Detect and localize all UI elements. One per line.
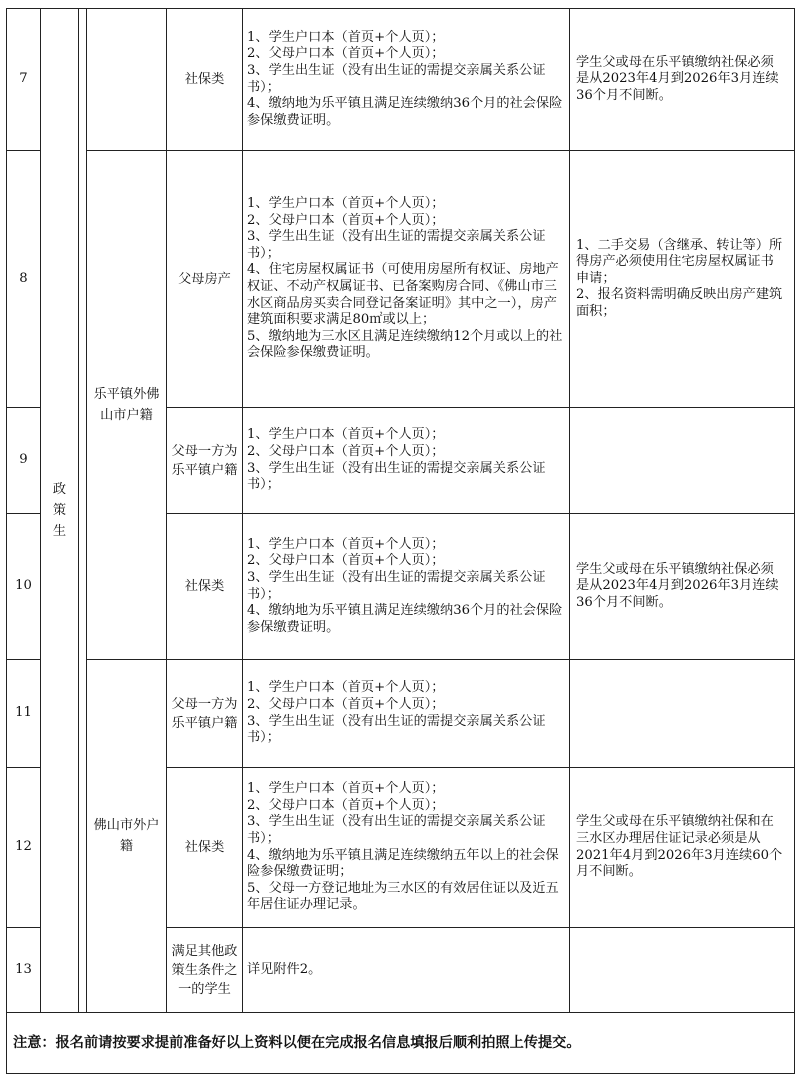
type-cell: 父母一方为乐平镇户籍 xyxy=(167,660,243,768)
material-item: 2、父母户口本（首页+个人页）； xyxy=(247,46,445,62)
material-item: 3、学生出生证（没有出生证的需提交亲属关系公证书）； xyxy=(247,229,546,261)
material-item: 1、学生户口本（首页+个人页）； xyxy=(247,196,445,212)
material-item: 1、学生户口本（首页+个人页）； xyxy=(247,781,445,797)
material-item: 5、缴纳地为三水区且满足连续缴纳12个月或以上的社会保险参保缴费证明。 xyxy=(247,328,563,361)
category-label: 政策生 xyxy=(52,482,67,539)
note-cell xyxy=(570,514,795,660)
note-cell xyxy=(570,151,795,408)
row-number: 7 xyxy=(7,9,41,151)
material-item: 详见附件2。 xyxy=(247,961,322,977)
type-cell: 满足其他政策生条件之一的学生 xyxy=(167,928,243,1013)
note-item: 学生父或母在乐平镇缴纳社保必须是从2023年4月到2026年3月连续36个月不间断。 xyxy=(576,561,779,610)
type-cell: 父母一方为乐平镇户籍 xyxy=(167,408,243,514)
material-item: 1、学生户口本（首页+个人页）； xyxy=(247,536,445,552)
table-row xyxy=(7,9,795,151)
footer-note: 注意：报名前请按要求提前准备好以上资料以便在完成报名信息填报后顺利拍照上传提交。 xyxy=(7,1013,795,1074)
materials-cell xyxy=(243,768,570,928)
materials-cell xyxy=(243,408,570,514)
type-cell: 社保类 xyxy=(167,768,243,928)
materials-cell xyxy=(243,660,570,768)
material-item: 3、学生出生证（没有出生证的需提交亲属关系公证书）； xyxy=(247,814,546,846)
note-cell xyxy=(570,9,795,151)
material-item: 2、父母户口本（首页+个人页）； xyxy=(247,212,445,228)
material-item: 3、学生出生证（没有出生证的需提交亲属关系公证书）； xyxy=(247,713,546,746)
note-item: 2、报名资料需明确反映出房产建筑面积； xyxy=(576,287,783,319)
type-cell: 社保类 xyxy=(167,9,243,151)
footer-row xyxy=(7,1013,795,1074)
material-item: 4、缴纳地为乐平镇且满足连续缴纳36个月的社会保险参保缴费证明。 xyxy=(247,603,563,635)
note-cell xyxy=(570,768,795,928)
category-cell xyxy=(41,9,79,1013)
material-item: 2、父母户口本（首页+个人页）； xyxy=(247,696,445,712)
row-number: 11 xyxy=(7,660,41,768)
type-cell: 社保类 xyxy=(167,514,243,660)
divider-column xyxy=(79,9,87,1013)
material-item: 4、缴纳地为乐平镇且满足连续缴纳五年以上的社会保险参保缴费证明； xyxy=(247,847,559,880)
material-item: 2、父母户口本（首页+个人页）； xyxy=(247,443,445,459)
material-item: 1、学生户口本（首页+个人页）； xyxy=(247,29,445,45)
material-item: 2、父母户口本（首页+个人页）； xyxy=(247,553,445,569)
row-number: 12 xyxy=(7,768,41,928)
row-number: 8 xyxy=(7,151,41,408)
group-cell: 佛山市外户籍 xyxy=(87,660,167,1013)
material-item: 3、学生出生证（没有出生证的需提交亲属关系公证书）； xyxy=(247,569,546,602)
material-item: 3、学生出生证（没有出生证的需提交亲属关系公证书）； xyxy=(247,62,546,95)
material-item: 4、缴纳地为乐平镇且满足连续缴纳36个月的社会保险参保缴费证明。 xyxy=(247,96,563,128)
material-item: 1、学生户口本（首页+个人页）； xyxy=(247,427,445,443)
enrollment-materials-table xyxy=(6,8,795,1074)
material-item: 1、学生户口本（首页+个人页）； xyxy=(247,680,445,696)
row-number: 13 xyxy=(7,928,41,1013)
note-cell-empty xyxy=(570,408,795,514)
note-item: 学生父或母在乐平镇缴纳社保必须是从2023年4月到2026年3月连续36个月不间断。 xyxy=(576,54,779,103)
table-row xyxy=(7,151,795,408)
note-cell-empty xyxy=(570,660,795,768)
material-item: 5、父母一方登记地址为三水区的有效居住证以及近五年居住证办理记录。 xyxy=(247,880,559,913)
group-cell-empty xyxy=(87,9,167,151)
group-cell: 乐平镇外佛山市户籍 xyxy=(87,151,167,660)
row-number: 10 xyxy=(7,514,41,660)
note-cell-empty xyxy=(570,928,795,1013)
materials-cell xyxy=(243,9,570,151)
materials-cell xyxy=(243,928,570,1013)
table-row xyxy=(7,660,795,768)
material-item: 2、父母户口本（首页+个人页）； xyxy=(247,797,445,813)
materials-cell xyxy=(243,514,570,660)
note-item: 学生父或母在乐平镇缴纳社保和在三水区办理居住证记录必须是从2021年4月到2026年3月连续60个月不间断。 xyxy=(576,814,783,880)
material-item: 4、住宅房屋权属证书（可使用房屋所有权证、房地产权证、不动产权属证书、已备案购房合同、《佛山市三水区商品房买卖合同登记备案证明》其中之一），房产建筑面积要求满足80㎡或以上； xyxy=(247,262,559,328)
row-number: 9 xyxy=(7,408,41,514)
note-item: 1、二手交易（含继承、转让等）所得房产必须使用住宅房屋权属证书申请； xyxy=(576,237,783,286)
material-item: 3、学生出生证（没有出生证的需提交亲属关系公证书）； xyxy=(247,460,546,493)
type-cell: 父母房产 xyxy=(167,151,243,408)
materials-cell xyxy=(243,151,570,408)
